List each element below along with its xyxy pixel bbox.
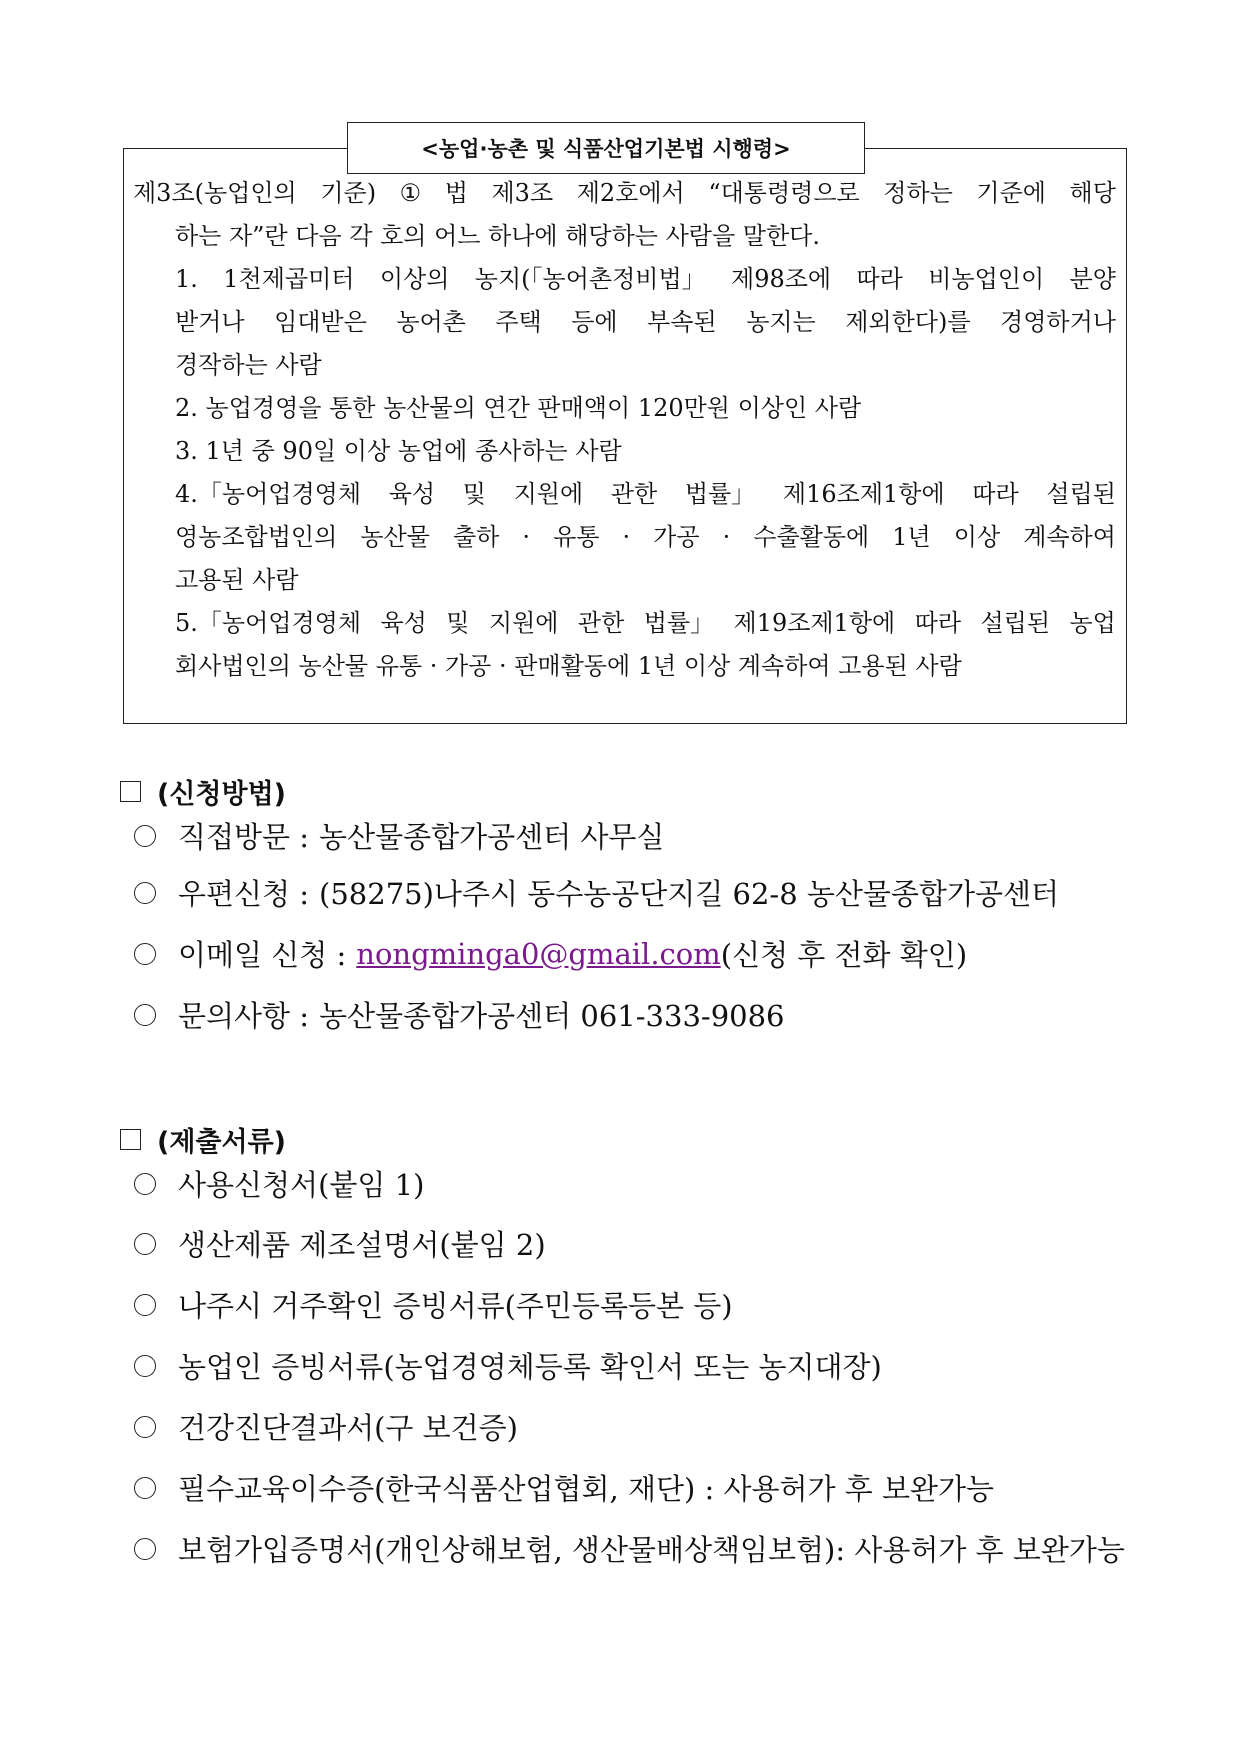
law-line: 회사법인의 농산물 유통 · 가공 · 판매활동에 1년 이상 계속하여 고용된 사람 (175, 652, 962, 680)
circle-bullet-icon (134, 1004, 156, 1026)
apply-item-value: (58275)나주시 동수농공단지길 62-8 농산물종합가공센터 (319, 877, 1060, 911)
apply-item-label: 문의사항 : (178, 999, 310, 1033)
checkbox-icon (120, 1129, 141, 1150)
doc-item (134, 1163, 424, 1204)
circle-bullet-icon (134, 1355, 156, 1377)
law-line: 4.「농어업경영체 육성 및 지원에 관한 법률」 제16조제1항에 따라 설립된 (175, 480, 1116, 508)
circle-bullet-icon (134, 1538, 156, 1560)
law-line: 경작하는 사람 (175, 351, 322, 379)
doc-item-text: 사용신청서(붙임 1) (178, 1168, 425, 1202)
law-line: 1. 1천제곱미터 이상의 농지(「농어촌정비법」 제98조에 따라 비농업인이 분양 (175, 265, 1116, 293)
law-line: 5.「농어업경영체 육성 및 지원에 관한 법률」 제19조제1항에 따라 설립된 농업 (175, 609, 1116, 637)
checkbox-icon (120, 781, 141, 802)
apply-item (134, 994, 785, 1035)
apply-item (134, 815, 664, 856)
law-body (133, 172, 1116, 688)
doc-item-text: 보험가입증명서(개인상해보험, 생산물배상책임보험): 사용허가 후 보완가능 (178, 1533, 1125, 1567)
doc-item-text: 필수교육이수증(한국식품산업협회, 재단) : 사용허가 후 보완가능 (178, 1472, 995, 1506)
apply-heading (120, 772, 286, 811)
doc-item (134, 1467, 994, 1508)
circle-bullet-icon (134, 1233, 156, 1255)
docs-heading-text: (제출서류) (157, 1127, 287, 1158)
law-line: 받거나 임대받은 농어촌 주택 등에 부속된 농지는 제외한다)를 경영하거나 (175, 308, 1116, 336)
law-line: 2. 농업경영을 통한 농산물의 연간 판매액이 120만원 이상인 사람 (175, 394, 862, 422)
apply-heading-text: (신청방법) (157, 779, 287, 810)
apply-item-value: 농산물종합가공센터 061-333-9086 (319, 999, 785, 1033)
doc-item-text: 생산제품 제조설명서(붙임 2) (178, 1228, 546, 1262)
apply-item-label: 이메일 신청 : (178, 938, 347, 972)
doc-item-text: 건강진단결과서(구 보건증) (178, 1411, 519, 1445)
docs-heading (120, 1120, 286, 1159)
apply-item (134, 872, 1059, 913)
apply-item (134, 933, 967, 974)
law-line: 고용된 사람 (175, 566, 299, 594)
email-link[interactable]: nongminga0@gmail.com (356, 936, 721, 971)
circle-bullet-icon (134, 943, 156, 965)
circle-bullet-icon (134, 882, 156, 904)
law-title: <농업·농촌 및 식품산업기본법 시행령> (347, 122, 865, 174)
doc-item (134, 1406, 518, 1447)
circle-bullet-icon (134, 1416, 156, 1438)
law-line: 제3조(농업인의 기준) ① 법 제3조 제2호에서 “대통령령으로 정하는 기준에 해당 (133, 179, 1116, 207)
apply-item-label: 직접방문 : (178, 820, 310, 854)
circle-bullet-icon (134, 1173, 156, 1195)
law-line: 3. 1년 중 90일 이상 농업에 종사하는 사람 (175, 437, 622, 465)
circle-bullet-icon (134, 825, 156, 847)
doc-item (134, 1345, 882, 1386)
circle-bullet-icon (134, 1294, 156, 1316)
doc-item (134, 1284, 733, 1325)
doc-item (134, 1223, 546, 1264)
doc-item-text: 농업인 증빙서류(농업경영체등록 확인서 또는 농지대장) (178, 1350, 882, 1384)
law-line: 하는 자”란 다음 각 호의 어느 하나에 해당하는 사람을 말한다. (175, 222, 820, 250)
doc-item (134, 1528, 1125, 1569)
apply-item-label: 우편신청 : (178, 877, 310, 911)
law-line: 영농조합법인의 농산물 출하 · 유통 · 가공 · 수출활동에 1년 이상 계속하여 (175, 523, 1116, 551)
apply-item-value: 농산물종합가공센터 사무실 (319, 820, 665, 854)
doc-item-text: 나주시 거주확인 증빙서류(주민등록등본 등) (178, 1289, 733, 1323)
circle-bullet-icon (134, 1477, 156, 1499)
apply-item-value: (신청 후 전화 확인) (720, 938, 968, 972)
